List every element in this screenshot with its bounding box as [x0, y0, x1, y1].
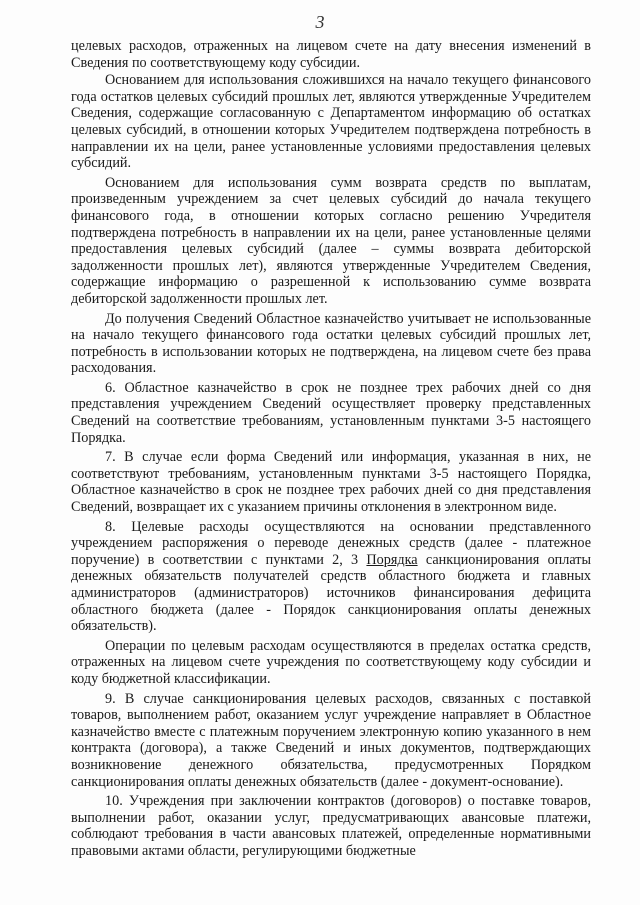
paragraph-return-amounts: Основанием для использования сумм возврата средств по выплатам, произведенным учреждением за счет целевых субсидий до начала текущего финансового года, в отношении которых согласно решению Учредителя подтверждена потребность в направлении их на цели, ранее установленные целями предоставления целевых субсидий (далее – суммы возврата дебиторской задолженности прошлых лет), являются утвержденные Учредителем Сведения, содержащие информацию о разрешенной к использованию сумме возврата дебиторской задолженности прошлых лет. [71, 174, 591, 307]
paragraph-remaining-subsidies: Основанием для использования сложившихся на начало текущего финансового года остатков целевых субсидий прошлых лет, являются утвержденные Учредителем Сведения, содержащие согласованную с Департаментом информацию об остатках целевых субсидий, в отношении которых Учредителем подтверждена потребность в направлении их на цели, ранее установленные условиями предоставления целевых субсидий. [71, 72, 591, 172]
paragraph-before-receipt: До получения Сведений Областное казначейство учитывает не использованные на начало текущего финансового года остатки целевых субсидий прошлых лет, потребность в использовании которых не подтверждена, на лицевом счете без права расходования. [71, 310, 591, 377]
paragraph-item-7: 7. В случае если форма Сведений или информация, указанная в них, не соответствуют требованиям, установленным пунктами 3-5 настоящего Порядка, Областное казначейство в срок не позднее трех рабочих дней со дня представления Сведений, возвращает их с указанием причины отклонения в электронном виде. [71, 449, 591, 516]
paragraph-operations: Операции по целевым расходам осуществляются в пределах остатка средств, отраженных на лицевом счете учреждения по соответствующему коду субсидии и коду бюджетной классификации. [71, 637, 591, 687]
paragraph-item-9: 9. В случае санкционирования целевых расходов, связанных с поставкой товаров, выполнением работ, оказанием услуг учреждение направляет в Областное казначейство вместе с платежным поручением электронную копию указанного в нем контракта (договора), а также Сведений и иных документов, подтверждающих возникновение денежного обязательства, предусмотренных Порядком санкционирования оплаты денежных обязательств (далее - документ-основание). [71, 690, 591, 790]
paragraph-item-8 [71, 519, 591, 635]
paragraph-item-10: 10. Учреждения при заключении контрактов (договоров) о поставке товаров, выполнении работ, оказании услуг, предусматривающих авансовые платежи, соблюдают требования в части авансовых платежей, определенные нормативными правовыми актами области, регулирующими бюджетные [71, 793, 591, 859]
procedure-link[interactable]: Порядка [366, 551, 418, 568]
paragraph-item-6: 6. Областное казначейство в срок не позднее трех рабочих дней со дня представления учреждением Сведений осуществляет проверку представленных Сведений на соответствие требованиям, установленным пунктами 3-5 настоящего Порядка. [71, 379, 591, 446]
page-number: 3 [315, 12, 325, 32]
item-8-text-before: 8. Целевые расходы осуществляются на основании представленного учреждением распоряжения о переводе денежных средств (далее - платежное поручение) в соответствии с пунктами 2, 3 [71, 518, 591, 568]
document-body [71, 38, 591, 863]
item-8-text-after: санкционирования оплаты денежных обязательств получателей средств областного бюджета и главных администраторов (администраторов) источников финансирования дефицита областного бюджета (далее - Порядок санкционирования оплаты денежных обязательств). [71, 551, 591, 635]
paragraph-continuation: целевых расходов, отраженных на лицевом счете на дату внесения изменений в Сведения по соответствующему коду субсидии. [71, 38, 591, 71]
